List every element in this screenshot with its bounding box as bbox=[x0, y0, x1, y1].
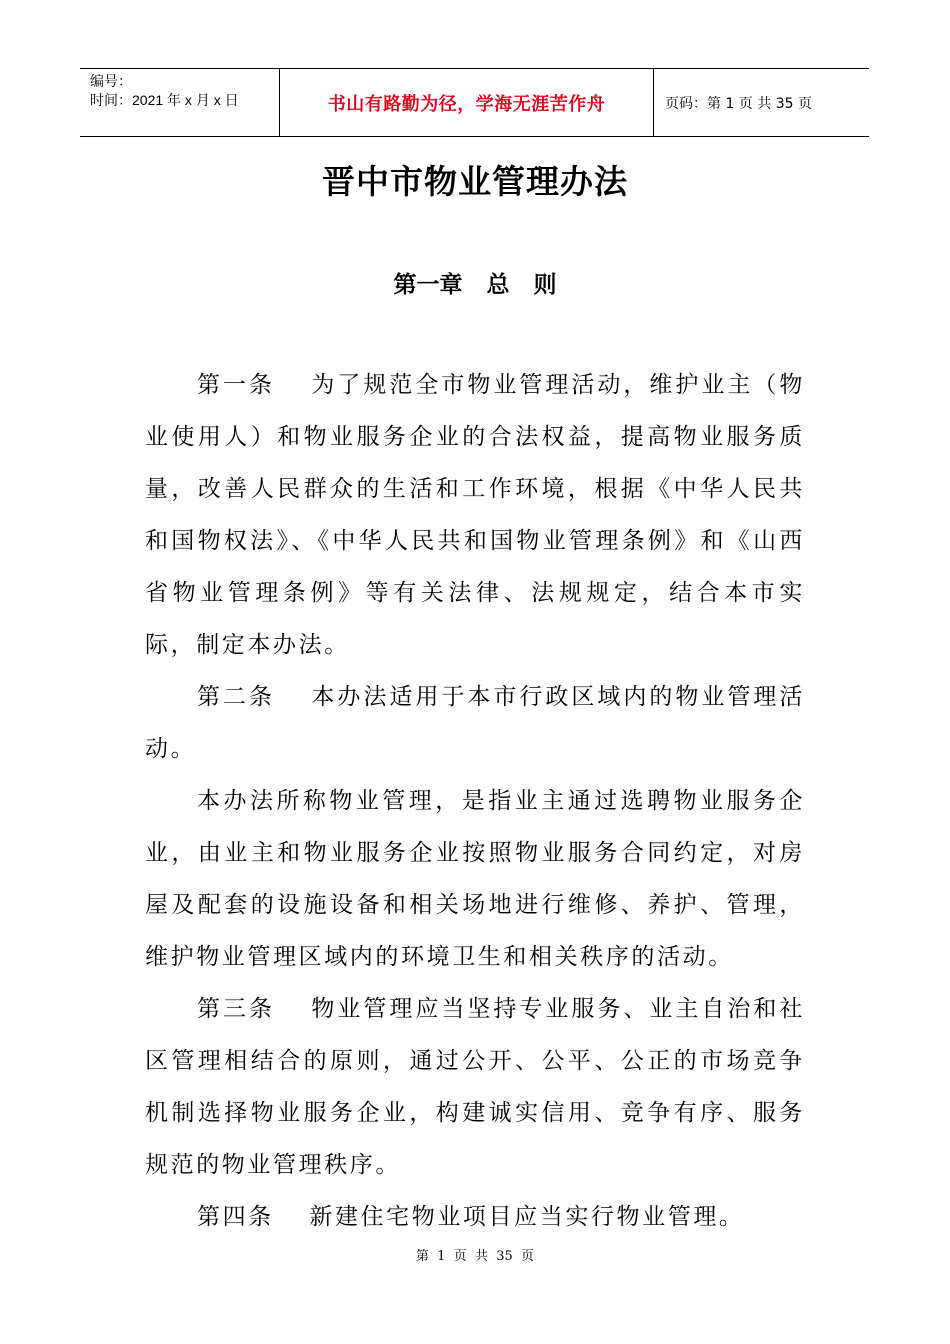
number-label: 编号： bbox=[90, 73, 132, 89]
header-meta-cell bbox=[80, 69, 280, 136]
header-page-info: 页码：第 1 页 共 35 页 bbox=[665, 95, 812, 112]
paragraph bbox=[145, 983, 805, 1191]
article-number: 第一条 bbox=[197, 372, 276, 398]
article-number: 第二条 bbox=[197, 684, 276, 710]
motto: 书山有路勤为径，学海无涯苦作舟 bbox=[280, 69, 654, 136]
paragraph-text: 物业管理应当坚持专业服务、业主自治和社区管理相结合的原则，通过公开、公平、公正的市场竞争机制选择物业服务企业，构建诚实信用、竞争有序、服务规范的物业管理秩序。 bbox=[145, 996, 805, 1178]
paragraph bbox=[145, 359, 805, 671]
time-label: 时间：2021 年 x 月 x 日 bbox=[90, 92, 239, 108]
article-number: 第三条 bbox=[197, 996, 276, 1022]
header-table bbox=[80, 68, 869, 137]
article-number: 第四条 bbox=[197, 1204, 274, 1230]
paragraph bbox=[145, 1191, 805, 1243]
document-title: 晋中市物业管理办法 bbox=[322, 162, 628, 201]
paragraph-text: 本办法所称物业管理，是指业主通过选聘物业服务企业，由业主和物业服务企业按照物业服务合同约定，对房屋及配套的设施设备和相关场地进行维修、养护、管理，维护物业管理区域内的环境卫生和相关秩序的活动。 bbox=[145, 788, 805, 970]
paragraph-text: 新建住宅物业项目应当实行物业管理。 bbox=[309, 1204, 745, 1230]
paragraph bbox=[145, 775, 805, 983]
paragraph bbox=[145, 671, 805, 775]
paragraph-text: 为了规范全市物业管理活动，维护业主（物业使用人）和物业服务企业的合法权益，提高物业服务质量，改善人民群众的生活和工作环境，根据《中华人民共和国物权法》、《中华人民共和国物业管理条例》和《山西省物业管理条例》等有关法律、法规规定，结合本市实际，制定本办法。 bbox=[145, 372, 805, 658]
document-body bbox=[145, 359, 805, 1243]
page-footer: 第 1 页 共 35 页 bbox=[415, 1249, 535, 1264]
chapter-heading: 第一章 总 则 bbox=[393, 272, 557, 298]
paragraph-text: 本办法适用于本市行政区域内的物业管理活动。 bbox=[145, 684, 805, 762]
